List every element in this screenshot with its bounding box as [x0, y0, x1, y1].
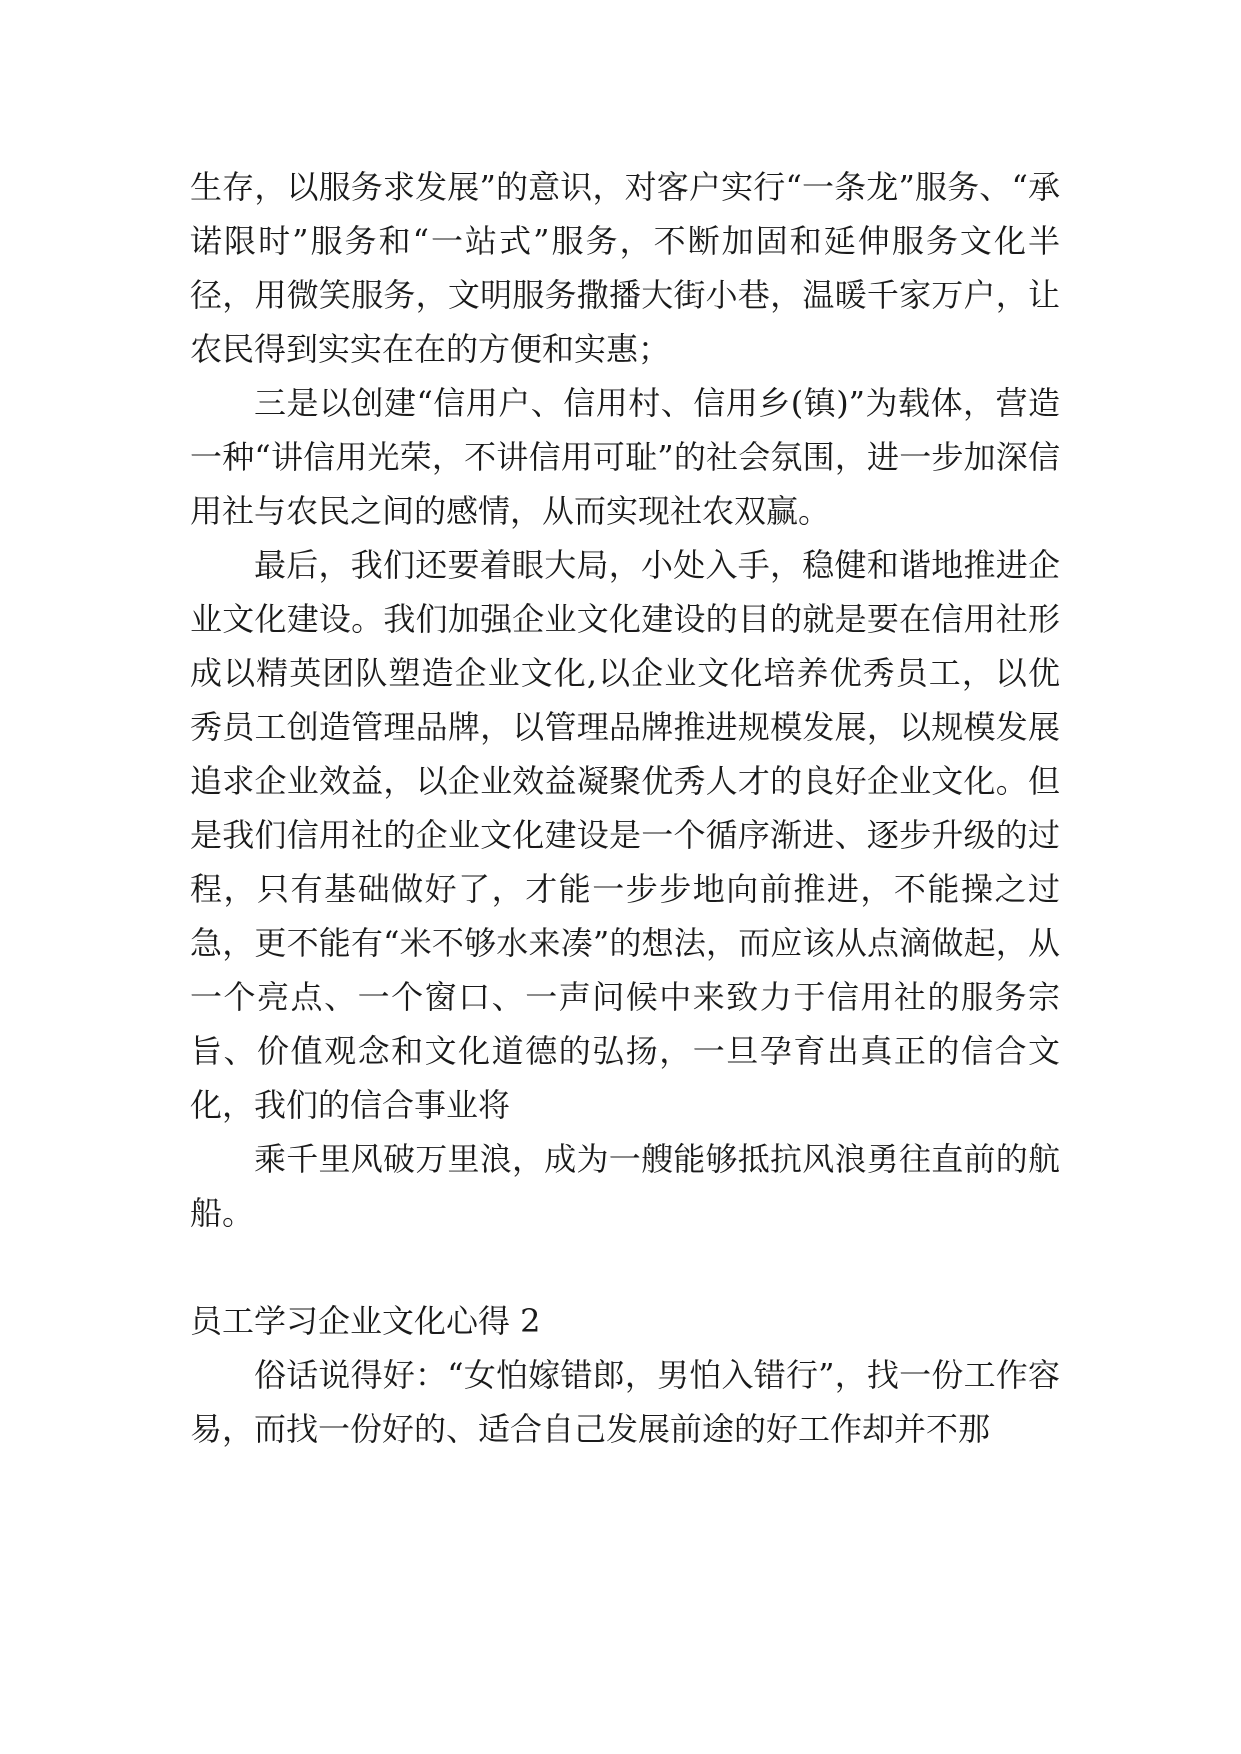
paragraph-section-intro: 俗话说得好：“女怕嫁错郎，男怕入错行”，找一份工作容易，而找一份好的、适合自己发展前途的好工作却并不那 [190, 1356, 1060, 1448]
section-gap [190, 1240, 1060, 1294]
paragraph-continuation: 生存，以服务求发展”的意识，对客户实行“一条龙”服务、“承诺限时”服务和“一站式”服务，不断加固和延伸服务文化半径，用微笑服务，文明服务撒播大街小巷，温暖千家万户，让农民得到实实在在的方便和实惠； [190, 168, 1060, 368]
section-title: 员工学习企业文化心得 2 [190, 1302, 541, 1340]
paragraph-conclusion: 最后，我们还要着眼大局，小处入手，稳健和谐地推进企业文化建设。我们加强企业文化建设的目的就是要在信用社形成以精英团队塑造企业文化,以企业文化培养优秀员工，以优秀员工创造管理品牌，以管理品牌推进规模发展，以规模发展追求企业效益，以企业效益凝聚优秀人才的良好企业文化。但是我们信用社的企业文化建设是一个循序渐进、逐步升级的过程，只有基础做好了，才能一步步地向前推进，不能操之过急，更不能有“米不够水来凑”的想法，而应该从点滴做起，从一个亮点、一个窗口、一声问候中来致力于信用社的服务宗旨、价值观念和文化道德的弘扬，一旦孕育出真正的信合文化，我们的信合事业将 [190, 546, 1060, 1124]
paragraph-closing: 乘千里风破万里浪，成为一艘能够抵抗风浪勇往直前的航船。 [190, 1140, 1060, 1232]
paragraph-credit-carrier: 三是以创建“信用户、信用村、信用乡(镇)”为载体，营造一种“讲信用光荣，不讲信用可耻”的社会氛围，进一步加深信用社与农民之间的感情，从而实现社农双赢。 [190, 384, 1060, 530]
document-body [190, 160, 1060, 1456]
